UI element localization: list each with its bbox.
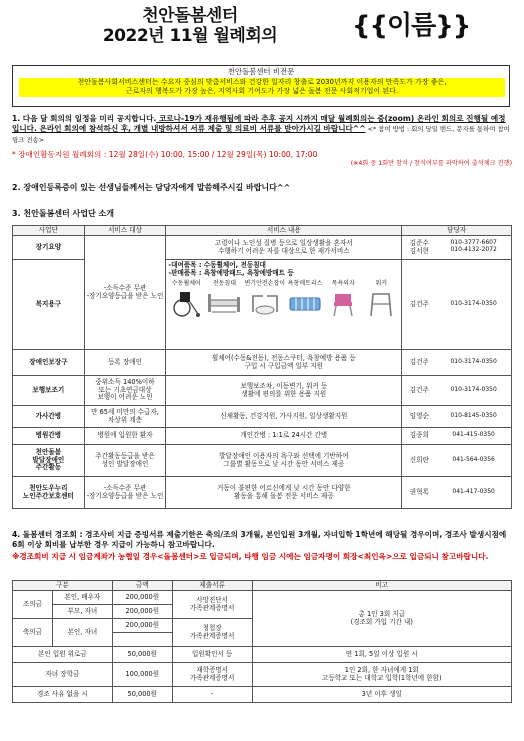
col-header: 담당자 xyxy=(402,226,512,236)
staff-name: 권혁록 xyxy=(409,487,429,496)
unit-content: 발달장애인 이용자의 욕구와 선택에 기반하여 그룹별 활동으로 낮 시간 동안 서비스 제공 xyxy=(166,445,402,477)
sub-cell: 부모, 자녀 xyxy=(52,605,112,619)
unit-name: 천안돌봄 발달장애인 주간활동 xyxy=(13,445,85,477)
staff-name: 신희란 xyxy=(409,455,429,464)
section1-note: (※4회 중 1회만 참석 / 참석여부를 파악하여 출석체크 진행) xyxy=(350,160,512,167)
unit-content: 신체활동, 건강지원, 가사지원, 일상생활지원 xyxy=(166,406,402,428)
vision-line1: 천안돌봄사회서비스센터는 수요자 중심의 맞춤서비스와 건강한 일자리 창출로 2030년까지 이용자의 만족도가 가장 좋은, xyxy=(19,78,505,87)
section2-heading: 2. 장애인등록증이 있는 선생님들께서는 담당자에게 말씀해주시길 바랍니다^^ xyxy=(12,183,291,192)
docs-cell: 사망진단서 가족관계증명서 xyxy=(172,591,252,619)
unit-name: 장기요양 xyxy=(13,236,85,260)
staff-phone: 010-3174-0350 xyxy=(450,299,497,307)
unit-name: 복지용구 xyxy=(13,260,85,350)
docs-cell: 재학증명서 가족관계증명서 xyxy=(172,663,252,687)
unit-content: 휠체어(수동&전동), 전동스쿠터, 욕창예방 용품 등 구입 시 구입금액 일부 지원 xyxy=(166,350,402,376)
vision-line2: 근로자의 행복도가 가장 높은, 지역사회 기여도가 가장 넓은 돌봄 전문 사회적기업이 된다. xyxy=(19,87,505,96)
page-title-line1: 천안돌봄센터 xyxy=(142,6,238,26)
equipment-item: 욕창매트리스 xyxy=(287,281,323,318)
col-header: 비고 xyxy=(252,581,511,591)
staff-phone: 010-3174-0350 xyxy=(450,357,497,365)
unit-staff xyxy=(402,445,512,477)
sub-cell: 본인, 배우자 xyxy=(52,591,112,605)
docs-cell: 청첩장 가족관계증명서 xyxy=(172,619,252,647)
amount-cell: 200,000원 xyxy=(112,591,172,605)
cat-cell: 자녀 장학금 xyxy=(13,663,113,687)
staff-name: 임영순 xyxy=(409,411,429,420)
table-row xyxy=(13,687,512,703)
cat-cell: 경조 사유 없을 시 xyxy=(13,687,113,703)
section1-text-a: 코로나-19가 재유행됨에 따라 추후 공지 시까지 매달 월례회의는 줌(zoom) 온라인 회의로 진행될 예정입니다. 온라인 회의에 참석하신 후, 개별 내방하셔서 서류 제출 및 의료비 서류를 받아가시길 바랍니다^^ xyxy=(12,114,506,134)
staff-phone: 010-3174-0350 xyxy=(450,385,497,393)
staff-name: 김건주 xyxy=(409,299,429,308)
unit-target: -소득수준 무관 -장기요양등급을 받은 노인 xyxy=(84,236,166,350)
unit-name: 병원간병 xyxy=(13,428,85,445)
note-cell: 연 1회, 5일 이상 입원 시 xyxy=(252,647,511,663)
cat-cell: 조의금 xyxy=(13,591,53,619)
col-header: 서비스 대상 xyxy=(84,226,166,236)
table-row xyxy=(13,477,512,509)
vision-text xyxy=(19,78,505,97)
unit-target: 병원에 입원한 환자 xyxy=(84,428,166,445)
unit-target: 중위소득 140%이하 또는 기초연금대상 보행이 어려운 노인 xyxy=(84,376,166,406)
unit-target: -소득수준 무관 -장기요양등급을 받은 노인 xyxy=(84,477,166,509)
equipment-images xyxy=(168,281,399,318)
walker-icon xyxy=(363,288,399,318)
business-table xyxy=(12,225,512,509)
table-row xyxy=(13,591,512,605)
unit-name: 장애인보장구 xyxy=(13,350,85,376)
name-placeholder: {{이름}} xyxy=(352,11,471,41)
unit-staff xyxy=(402,477,512,509)
equipment-item: 수동휠체어 xyxy=(168,281,204,318)
table-row xyxy=(13,236,512,260)
table-row xyxy=(13,350,512,376)
equipment-text: -대여품목 : 수동휠체어, 전동침대 -판매품목 : 욕창예방패드, 욕창예방매트 등 xyxy=(168,261,294,277)
amount-cell: 200,000원 xyxy=(112,605,172,619)
vision-box xyxy=(12,65,510,107)
col-header: 사업단 xyxy=(13,226,85,236)
table-row xyxy=(13,428,512,445)
unit-staff xyxy=(402,406,512,428)
unit-name: 가사간병 xyxy=(13,406,85,428)
staff-name: 김준수 김서현 xyxy=(409,238,429,255)
bed-icon xyxy=(206,288,242,318)
cat-cell: 본인 입원 위로금 xyxy=(13,647,113,663)
note-cell: 3년 이후 생일 xyxy=(252,687,511,703)
table-row xyxy=(13,445,512,477)
docs-cell: 입원확인서 등 xyxy=(172,647,252,663)
table-row xyxy=(13,663,512,687)
section1-text-b: <* 참여 방법 : 회의 당일 밴드, 문자를 통하여 참여링크 전송> xyxy=(12,125,510,144)
staff-name: 김건주 xyxy=(409,385,429,394)
sub-cell: 본인, 자녀 xyxy=(52,619,112,647)
amount-cell: 50,000원 xyxy=(112,647,172,663)
unit-content: 거동이 불편한 어르신에게 낮 시간 동안 다양한 활동을 통해 돌봄 전문 서비스 제공 xyxy=(166,477,402,509)
amount-cell: 200,000원 xyxy=(112,619,172,633)
unit-content: 개인간병 : 1:1로 24시간 간병 xyxy=(166,428,402,445)
note-cell: 1인 2회, 한 자녀에게 1회 고등학교 또는 대학교 입학(1학년에 한함) xyxy=(252,663,511,687)
staff-phone: 010-3777-6607 010-4132-2072 xyxy=(450,238,497,253)
unit-content xyxy=(166,260,402,350)
toilet-handle-icon xyxy=(247,288,283,318)
staff-phone: 041-564-0356 xyxy=(452,455,495,463)
note-cell: 총 1인 3회 지급 (경조회 가입 기간 내) xyxy=(252,591,511,647)
unit-target: 만 65세 미만의 수급자, 차상위 계층 xyxy=(84,406,166,428)
table-row xyxy=(13,647,512,663)
table-row xyxy=(13,376,512,406)
bath-chair-icon xyxy=(325,288,361,318)
page-title-line2: 2022년 11월 월례회의 xyxy=(102,26,278,46)
unit-name: 보행보조기 xyxy=(13,376,85,406)
equipment-item: 전동침대 xyxy=(206,281,242,318)
docs-cell: - xyxy=(172,687,252,703)
section1-schedule: * 장애인활동지원 월례회의 : 12월 28일(수) 10:00, 15:00 / 12월 29일(목) 10:00, 17:00 xyxy=(12,150,318,159)
equipment-item: 목욕의자 xyxy=(325,281,361,318)
wheelchair-icon xyxy=(168,288,204,318)
unit-staff xyxy=(402,350,512,376)
amount-cell: 100,000원 xyxy=(112,663,172,687)
col-header: 구분 xyxy=(13,581,113,591)
staff-phone: 041-417-0350 xyxy=(452,487,495,495)
amount-cell xyxy=(112,633,172,647)
section4-heading: 4. 돌봄센터 경조회 : 경조사비 지급 증빙서류 제출기한은 축의/조의 3개월, 본인입원 3개월, 자녀입학 1학년에 해당될 경우이며, 경조사 발생시점에 6회 이상 회비를 납부한 경우 지급이 가능하니 참고바랍니다. xyxy=(12,530,507,550)
mattress-icon xyxy=(287,288,323,318)
unit-staff xyxy=(402,428,512,445)
unit-target: 주간활동등급을 받은 성인 발달장애인 xyxy=(84,445,166,477)
staff-name: 김건주 xyxy=(409,357,429,366)
section1-heading: 1. 다음 달 회의의 일정을 미리 공지합니다. xyxy=(12,114,157,123)
congrats-table xyxy=(12,580,512,703)
section4-notice: ※경조회비 지급 시 임금계좌가 농협일 경우<돌봄센터>로 입금되며, 타행 임금 시에는 임금자명이 회장<최인옥>으로 입금되니 참고바랍니다. xyxy=(12,552,489,561)
unit-staff xyxy=(402,376,512,406)
section3-heading: 3. 천안돌봄센터 사업단 소개 xyxy=(12,209,114,218)
unit-target: 등록 장애인 xyxy=(84,350,166,376)
section1-text xyxy=(12,114,512,145)
unit-content: 보행보조차, 이동변기, 워커 등 생활에 편의를 위한 용품 지원 xyxy=(166,376,402,406)
table-row xyxy=(13,406,512,428)
col-header: 제출서류 xyxy=(172,581,252,591)
staff-phone: 041-415-0350 xyxy=(452,431,495,439)
col-header: 금액 xyxy=(112,581,172,591)
equipment-item: 변기안전손잡이 xyxy=(244,281,285,318)
equipment-item: 워커 xyxy=(363,281,399,318)
staff-phone: 010-8145-0350 xyxy=(450,411,497,419)
amount-cell: 50,000원 xyxy=(112,687,172,703)
cat-cell: 축의금 xyxy=(13,619,53,647)
unit-staff xyxy=(402,260,512,350)
unit-content: 고령이나 노인성 질병 등으로 일상생활을 혼자서 수행하기 어려운 자를 대상으로 한 재가서비스 xyxy=(166,236,402,260)
vision-title: 천안돌봄센터 비전문 xyxy=(227,67,295,76)
staff-name: 김종희 xyxy=(409,431,429,440)
col-header: 서비스 내용 xyxy=(166,226,402,236)
unit-staff xyxy=(402,236,512,260)
unit-name: 천안도우누리 노인주간보호센터 xyxy=(13,477,85,509)
